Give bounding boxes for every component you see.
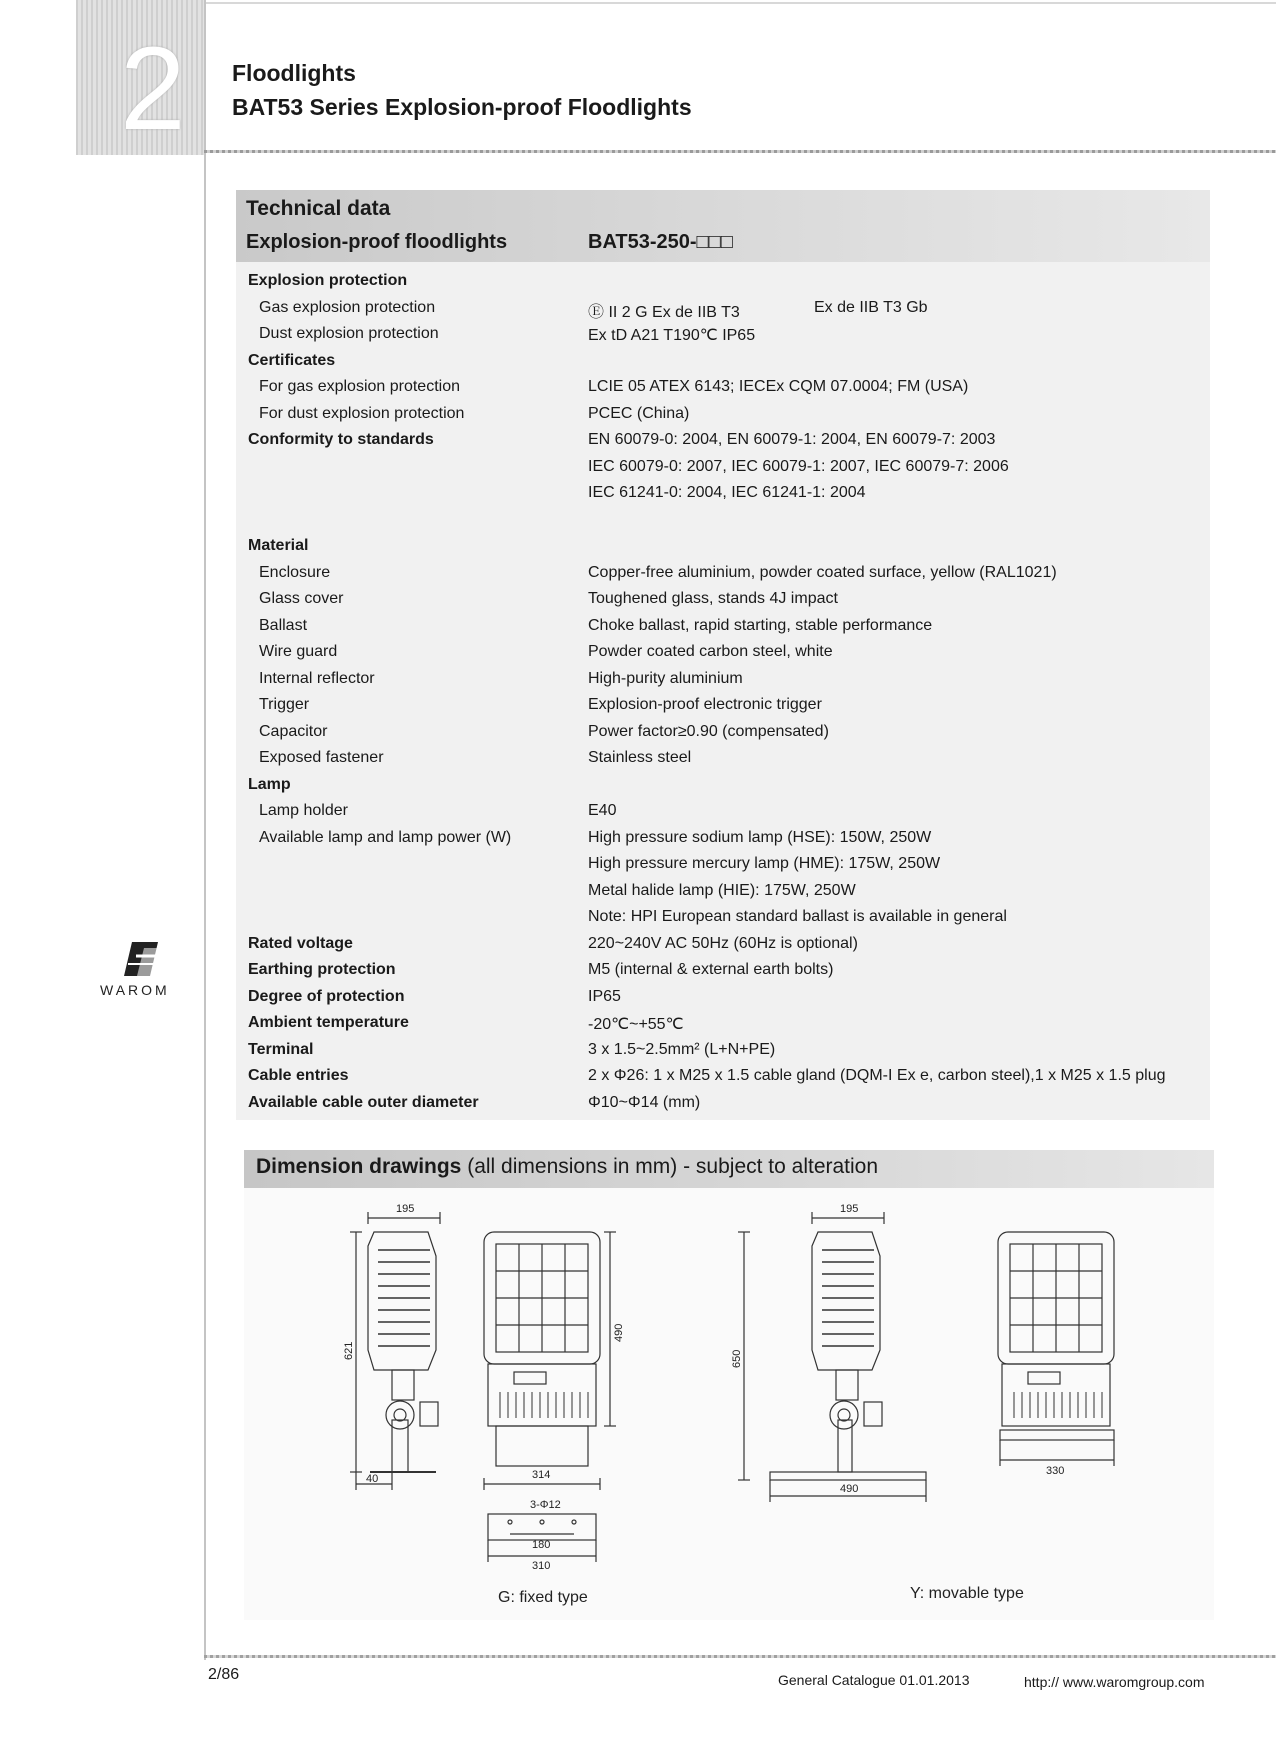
chapter-number: 2	[120, 23, 186, 155]
spec-value: Explosion-proof electronic trigger	[588, 696, 822, 713]
movable-side-view	[738, 1212, 926, 1502]
spec-label: Exposed fastener	[259, 749, 384, 766]
model-number: BAT53-250-□□□	[588, 231, 733, 253]
spec-label: Enclosure	[259, 563, 331, 581]
spec-label: For gas explosion protection	[259, 378, 460, 395]
dim-fixed-hole-spacing: 180	[532, 1539, 551, 1551]
spec-label: Dust explosion protection	[259, 325, 439, 342]
spec-value: Φ10~Φ14 (mm)	[588, 1093, 701, 1111]
spec-value: EN 60079-0: 2004, EN 60079-1: 2004, EN 60079-7: 2003	[588, 431, 996, 448]
dim-fixed-base-width: 310	[532, 1560, 551, 1572]
page-number: 2/86	[208, 1666, 240, 1683]
spec-value: M5 (internal & external earth bolts)	[588, 961, 834, 978]
dim-fixed-side-base: 40	[366, 1473, 379, 1485]
spec-label: Rated voltage	[248, 934, 353, 952]
movable-front-view	[998, 1232, 1114, 1466]
technical-data-title: Technical data	[246, 197, 391, 220]
spec-value: Toughened glass, stands 4J impact	[588, 590, 838, 607]
spec-value: Choke ballast, rapid starting, stable performance	[588, 616, 933, 634]
dim-fixed-side-height: 621	[343, 1341, 355, 1360]
dim-fixed-front-height: 490	[613, 1323, 625, 1342]
spec-value: -20℃~+55℃	[588, 1016, 684, 1033]
spec-label: Available cable outer diameter	[248, 1093, 479, 1111]
spec-value: E40	[588, 802, 617, 819]
spec-label: Degree of protection	[248, 987, 405, 1005]
spec-value: PCEC (China)	[588, 404, 690, 422]
spec-value: IEC 61241-0: 2004, IEC 61241-1: 2004	[588, 484, 866, 501]
dim-fixed-side-width: 195	[396, 1203, 415, 1215]
spec-label: Lamp holder	[259, 802, 348, 819]
dim-fixed-holes: 3-Φ12	[530, 1499, 561, 1511]
dim-movable-stand-width: 490	[840, 1483, 859, 1495]
spec-value: IEC 60079-0: 2007, IEC 60079-1: 2007, IEC 60079-7: 2006	[588, 457, 1009, 475]
spec-value: Stainless steel	[588, 749, 692, 766]
caption-fixed-type: G: fixed type	[498, 1589, 588, 1606]
fixed-base-plate	[488, 1514, 596, 1562]
catalogue-label: General Catalogue 01.01.2013	[778, 1672, 970, 1688]
fixed-side-view	[350, 1212, 440, 1490]
spec-label: Internal reflector	[259, 669, 375, 687]
spec-value: Note: HPI European standard ballast is available in general	[588, 908, 1007, 925]
spec-label: Conformity to standards	[248, 431, 434, 448]
spec-label: Ballast	[259, 616, 308, 634]
website-link[interactable]: http:// www.waromgroup.com	[1024, 1674, 1205, 1690]
dim-movable-front-width: 330	[1046, 1465, 1065, 1477]
spec-label: For dust explosion protection	[259, 404, 465, 422]
logo-text: WAROM	[100, 982, 170, 998]
dimension-title-rest: (all dimensions in mm) - subject to alteration	[461, 1155, 879, 1178]
spec-label: Capacitor	[259, 722, 328, 740]
dim-fixed-front-width: 314	[532, 1469, 551, 1481]
spec-value: High pressure mercury lamp (HME): 175W, 250W	[588, 855, 941, 872]
page-subtitle: BAT53 Series Explosion-proof Floodlights	[232, 94, 692, 120]
spec-value: Ⓔ II 2 G Ex de IIB T3	[588, 303, 740, 321]
spec-label: Available lamp and lamp power (W)	[259, 828, 512, 846]
spec-label: Certificates	[248, 351, 336, 369]
dim-movable-side-height: 650	[731, 1349, 743, 1368]
spec-label: Gas explosion protection	[259, 298, 436, 316]
technical-data-subtitle: Explosion-proof floodlights	[246, 231, 508, 253]
spec-label: Glass cover	[259, 590, 344, 607]
spec-label: Earthing protection	[248, 961, 396, 978]
spec-value: 2 x Φ26: 1 x M25 x 1.5 cable gland (DQM-I Ex e, carbon steel),1 x M25 x 1.5 plug	[588, 1067, 1166, 1084]
spec-label: Ambient temperature	[248, 1014, 409, 1031]
spec-value: High pressure sodium lamp (HSE): 150W, 250W	[588, 828, 932, 846]
fixed-front-view	[484, 1232, 616, 1490]
dimension-title-bold: Dimension drawings	[256, 1155, 462, 1178]
spec-value: High-purity aluminium	[588, 669, 743, 687]
spec-value: 3 x 1.5~2.5mm² (L+N+PE)	[588, 1040, 776, 1058]
footer-rule	[204, 1655, 1276, 1658]
spec-value: LCIE 05 ATEX 6143; IECEx CQM 07.0004; FM (USA)	[588, 378, 969, 395]
caption-movable-type: Y: movable type	[910, 1585, 1024, 1602]
spec-label: Terminal	[248, 1040, 314, 1058]
spec-value: Copper-free aluminium, powder coated surface, yellow (RAL1021)	[588, 563, 1057, 581]
spec-label: Wire guard	[259, 643, 338, 660]
spec-value: Ex tD A21 T190℃ IP65	[588, 327, 756, 344]
spec-value: Powder coated carbon steel, white	[588, 643, 833, 660]
spec-value: IP65	[588, 987, 621, 1005]
spec-label: Explosion protection	[248, 272, 408, 289]
spec-value-extra: Ex de IIB T3 Gb	[814, 298, 928, 316]
page-title: Floodlights	[232, 60, 356, 86]
spec-label: Material	[248, 537, 309, 554]
spec-value: 220~240V AC 50Hz (60Hz is optional)	[588, 934, 858, 952]
spec-label: Lamp	[248, 775, 291, 793]
spec-label: Cable entries	[248, 1067, 349, 1084]
spec-value: Metal halide lamp (HIE): 175W, 250W	[588, 881, 856, 899]
spec-label: Trigger	[259, 696, 310, 713]
dim-movable-side-width: 195	[840, 1203, 859, 1215]
spec-value: Power factor≥0.90 (compensated)	[588, 722, 829, 740]
